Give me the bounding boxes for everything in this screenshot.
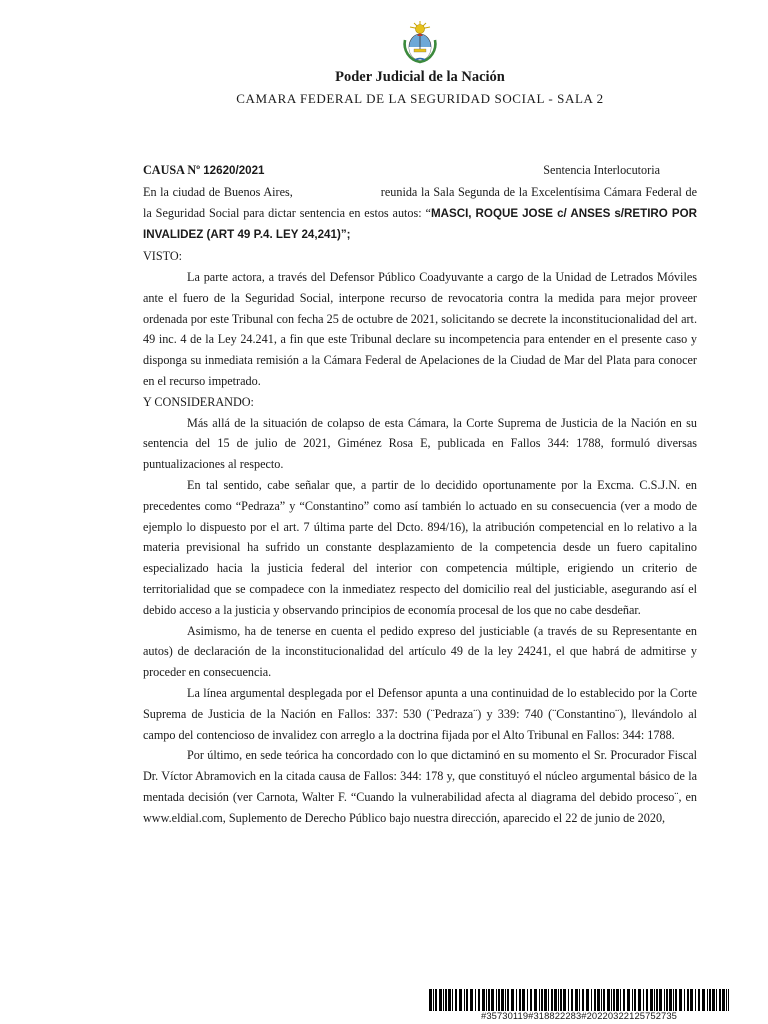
intro-text: reunida la Sala Segunda de la Excelentísima Cámara Federal de la Seguridad Social para dictar sentencia en estos autos: “ [143,184,697,220]
considerando-paragraph-1: Más allá de la situación de colapso de esta Cámara, la Corte Suprema de Justicia de la Nación en su sentencia del 15 de julio de 2021, Giménez Rosa E, publicada en Fallos 344: 1788, formuló diversas puntualizaciones al respecto. [143,415,697,472]
case-label: CAUSA Nº [143,163,204,177]
visto-paragraph: La parte actora, a través del Defensor Público Coadyuvante a cargo de la Unidad de Letrados Móviles ante el fuero de la Seguridad Social, interpone recurso de revocatoria contra la medida para mejor proveer ordenada por este Tribunal con fecha 25 de octubre de 2021, solicitando se decrete la inconstitucionalidad del art. 49 inc. 4 de la Ley 24.241, a fin que este Tribunal declare su incompetencia para entender en el presente caso y disponga su inmediata remisión a la Cámara Federal de Apelaciones de la Ciudad de Mar del Plata para conocer en el recurso impetrado. [143,269,697,388]
case-title: MASCI, ROQUE JOSE c/ ANSES s/RETIRO POR INVALIDEZ (ART 49 P.4. LEY 24,241) [143,206,697,242]
case-header [143,160,697,182]
argentina-coat-of-arms-icon [399,20,441,64]
organization-name: Poder Judicial de la Nación [335,69,505,85]
intro-city: En la ciudad de Buenos Aires, [143,184,293,199]
considerando-paragraph-4: La línea argumental desplegada por el Defensor apunta a una continuidad de lo establecido por la Corte Suprema de Justicia de la Nación en Fallos: 337: 530 (¨Pedraza¨) y 339: 740 (¨Constantino¨), llevándolo al campo del contencioso de invalidez con arreglo a la doctrina fijada por el Alto Tribunal en Fallos: 344: 1788. [143,685,697,742]
considerando-heading: Y CONSIDERANDO: [143,394,254,409]
visto-heading: VISTO: [143,249,183,264]
case-number: 12620/2021 [203,164,265,177]
barcode-icon [429,989,729,1011]
intro-paragraph [143,182,697,246]
considerando-paragraph-3: Asimismo, ha de tenerse en cuenta el pedido expreso del justiciable (a través de su Representante en autos) de declaración de la inconstitucionalidad del artículo 49 de la ley 24241, el que habrá de admitirse y proceder en consecuencia. [143,623,697,680]
sentence-type: Sentencia Interlocutoria [543,163,660,177]
considerando-paragraph-5: Por último, en sede teórica ha concordado con lo que dictaminó en su momento el Sr. Procurador Fiscal Dr. Víctor Abramovich en la citada causa de Fallos: 344: 178 y, que constituyó el núcleo argumental básico de la mentada decisión (ver Carnota, Walter F. “Cuando la vulnerabilidad afecta al diagrama del debido proceso¨, en www.eldial.com, Suplemento de Derecho Público bajo nuestra dirección, aparecido el 22 de junio de 2020, [143,748,697,825]
document-body [143,160,697,829]
case-number-line [143,160,265,182]
intro-closing: ”; [340,228,351,242]
barcode-text: #35730119#318822283#20220322125752735 [481,1010,677,1021]
court-name: CAMARA FEDERAL DE LA SEGURIDAD SOCIAL - SALA 2 [236,91,604,106]
considerando-paragraph-2: En tal sentido, cabe señalar que, a partir de lo decidido oportunamente por la Excma. C.S.J.N. en precedentes como “Pedraza” y “Constantino” como así también lo actuado en su consecuencia (ver a modo de ejemplo lo dispuesto por el art. 7 última parte del Dcto. 894/16), la atribución competencial en lo relativo a la materia previsional ha sufrido un constante desplazamiento de la competencia desde un fuero capitalino especializado hacia la justicia federal del interior con competencia múltiple, erigiendo un criterio de territorialidad que se compadece con la inmediatez respecto del domicilio real del justiciable, asegurando así el debido acceso a la justicia y observando principios de economía procesal de los que no cabe desdeñar. [143,477,697,617]
